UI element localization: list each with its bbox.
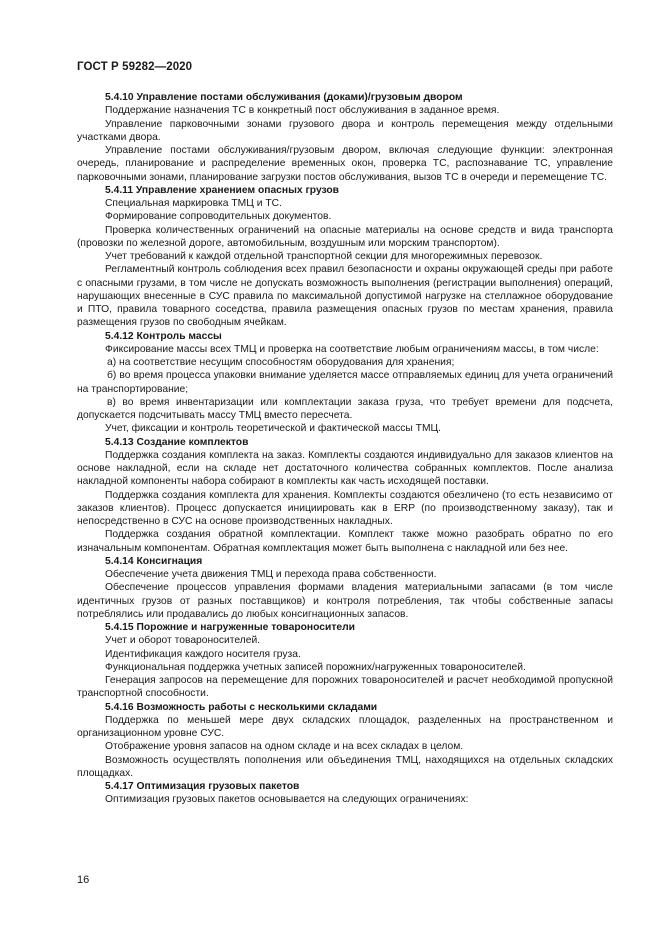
body-paragraph: Регламентный контроль соблюдения всех правил безопасности и охраны окружающей среды при работе с опасными грузами, в том числе не допускать возможность выполнения (регистрации выполнения) операций, нарушающих внесенные в СУС правила по максимальной допустимой нагрузке на стеллажное оборудование и ПТО, правила товарного соседства, правила размещения опасных грузов по местам хранения, правила размещения грузов по свободным ячейкам. xyxy=(77,264,613,329)
body-paragraph: Оптимизация грузовых пакетов основывается на следующих ограничениях: xyxy=(105,794,469,806)
body-paragraph: Функциональная поддержка учетных записей порожних/нагруженных товароносителей. xyxy=(105,661,526,673)
body-paragraph: Учет и оборот товароносителей. xyxy=(105,635,261,647)
section-heading: 5.4.15 Порожние и нагруженные товароносители xyxy=(105,622,355,633)
body-paragraph: Идентификация каждого носителя груза. xyxy=(105,648,301,660)
list-item: в) во время инвентаризации или комплектации заказа груза, что требует времени для подсчета, допускается подсчитывать массу ТМЦ вместо пересчета. xyxy=(77,396,613,421)
body-paragraph: Специальная маркировка ТМЦ и ТС. xyxy=(105,198,282,209)
page-number: 16 xyxy=(77,874,90,886)
list-item: б) во время процесса упаковки внимание уделяется массе отправляемых единиц для учета ограничений на транспортирование; xyxy=(77,370,613,395)
section-heading: 5.4.10 Управление постами обслуживания (доками)/грузовым двором xyxy=(105,92,463,103)
list-item: а) на соответствие несущим способностям оборудования для хранения; xyxy=(107,357,455,368)
section-heading: 5.4.17 Оптимизация грузовых пакетов xyxy=(105,781,300,792)
body-paragraph: Учет, фиксации и контроль теоретической и фактической массы ТМЦ. xyxy=(105,423,442,435)
section-heading: 5.4.12 Контроль массы xyxy=(105,330,222,342)
body-paragraph: Поддержка по меньшей мере двух складских площадок, разделенных на пространственном и организационном уровне СУС. xyxy=(77,714,613,739)
body-paragraph: Учет требований к каждой отдельной транспортной секции для многорежимных перевозок. xyxy=(105,251,543,262)
body-paragraph: Отображение уровня запасов на одном складе и на всех складах в целом. xyxy=(105,741,464,753)
body-paragraph: Генерация запросов на перемещение для порожних товароносителей и расчет необходимой пропускной транспортной способности. xyxy=(77,675,613,700)
section-heading: 5.4.16 Возможность работы с несколькими складами xyxy=(105,701,378,713)
body-paragraph: Обеспечение процессов управления формами владения материальными запасами (в том числе идентичных грузов от разных поставщиков) и контроля потребления, так чтобы собственные запасы потреблялись или продавались до любых консигнационных запасов. xyxy=(77,582,613,620)
body-paragraph: Поддержка создания комплекта на заказ. Комплекты создаются индивидуально для заказов клиентов на основе накладной, если на складе нет достаточного количества собранных комплектов. После анализа накладной компоненты набора собирают в комплекты как часть исходящей поставки. xyxy=(77,449,613,488)
body-paragraph: Управление постами обслуживания/грузовым двором, включая следующие функции: электронная очередь, планирование и распределение временных окон, проверка ТС, распознавание ТС, управление парковочными зонами, планирование загрузки постов обслуживания, вызов ТС в очереди и перемещение ТС. xyxy=(77,145,613,183)
body-paragraph: Фиксирование массы всех ТМЦ и проверка на соответствие любым ограничениям массы, в том числе: xyxy=(105,343,599,355)
body-paragraph: Проверка количественных ограничений на опасные материалы на основе средств и вида транспорта (провозки по железной дороге, автомобильным, воздушным или морским транспортом). xyxy=(77,224,613,249)
body-paragraph: Возможность осуществлять пополнения или объединения ТМЦ, находящихся на отдельных складских площадках. xyxy=(77,754,613,779)
section-heading: 5.4.13 Создание комплектов xyxy=(105,436,249,448)
body-paragraph: Поддержание назначения ТС в конкретный пост обслуживания в заданное время. xyxy=(105,105,500,117)
body-paragraph: Поддержка создания обратной комплектации. Комплект также можно разобрать обратно по его изначальным компонентам. Обратная комплектация может быть выполнена с накладной или без нее. xyxy=(77,529,613,554)
body-paragraph: Обеспечение учета движения ТМЦ и перехода права собственности. xyxy=(105,569,437,580)
body-paragraph: Формирование сопроводительных документов. xyxy=(105,211,332,223)
section-heading: 5.4.14 Консигнация xyxy=(105,555,203,567)
document-body xyxy=(77,91,613,807)
body-paragraph: Поддержка создания комплекта для хранения. Комплекты создаются обезличено (то есть независимо от заказов клиентов). Процесс допускается инициировать как в ERP (по производственному заказу), так и непосредственно в СУС на основе производственных накладных. xyxy=(77,489,613,527)
document-header: ГОСТ Р 59282—2020 xyxy=(77,61,193,73)
body-paragraph: Управление парковочными зонами грузового двора и контроль перемещения между отдельными участками двора. xyxy=(77,118,613,143)
section-heading: 5.4.11 Управление хранением опасных грузов xyxy=(105,184,340,196)
